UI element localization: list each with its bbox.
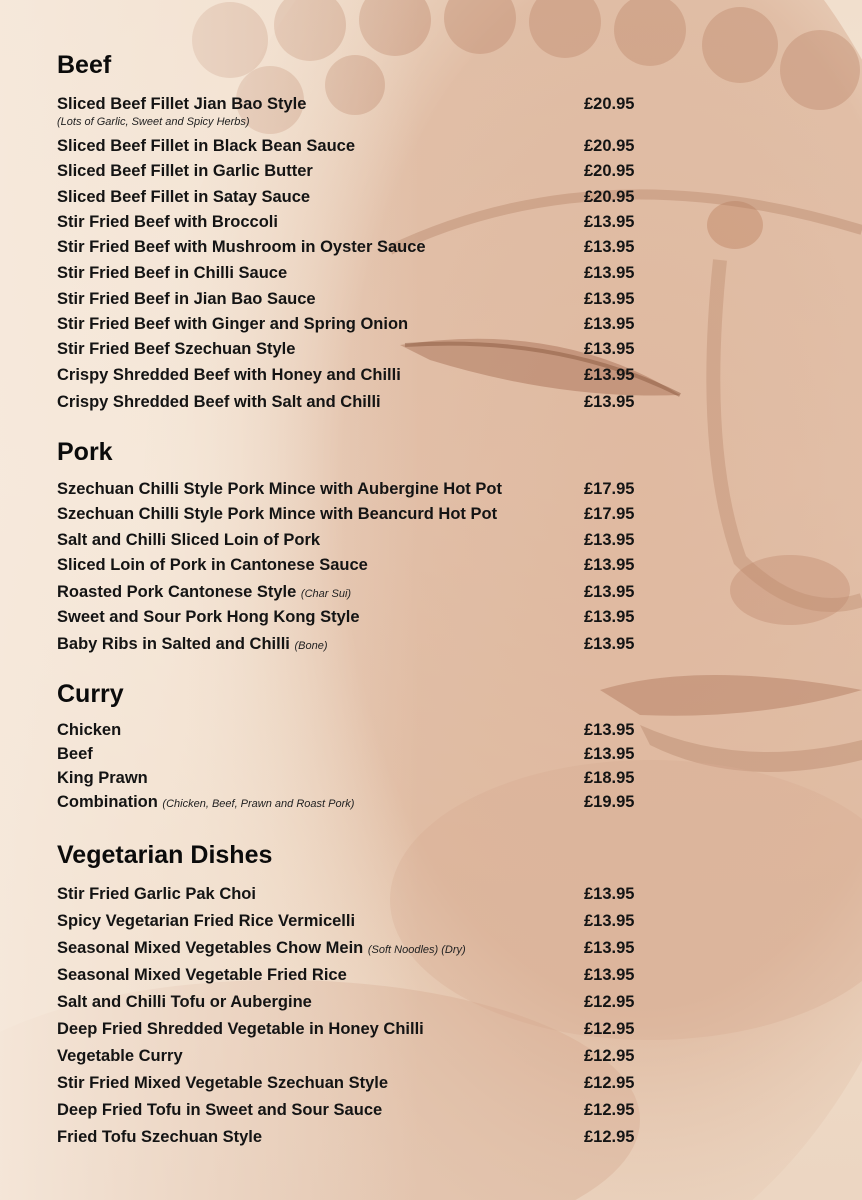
- item-name: Szechuan Chilli Style Pork Mince with Aubergine Hot Pot: [57, 480, 502, 498]
- item-price: £20.95: [584, 188, 635, 206]
- item-price: £13.95: [584, 912, 635, 930]
- item-price: £12.95: [584, 1128, 635, 1146]
- menu-item: [57, 478, 647, 500]
- menu-item: [57, 581, 647, 603]
- menu-item: [57, 93, 647, 115]
- item-name: Baby Ribs in Salted and Chilli (Bone): [57, 635, 328, 653]
- menu-item: [57, 288, 647, 310]
- menu-item: [57, 554, 647, 576]
- item-name: Beef: [57, 745, 93, 763]
- menu-item: [57, 1018, 647, 1040]
- item-name: Crispy Shredded Beef with Salt and Chilli: [57, 393, 381, 411]
- item-price: £12.95: [584, 1074, 635, 1092]
- item-price: £12.95: [584, 1101, 635, 1119]
- item-name: Seasonal Mixed Vegetables Chow Mein (Soft Noodles) (Dry): [57, 939, 466, 957]
- item-name: Vegetable Curry: [57, 1047, 183, 1065]
- item-name: Sliced Beef Fillet in Garlic Butter: [57, 162, 313, 180]
- menu-item: [57, 1099, 647, 1121]
- item-name: Deep Fried Shredded Vegetable in Honey Chilli: [57, 1020, 424, 1038]
- item-price: £13.95: [584, 635, 635, 653]
- item-price: £12.95: [584, 1020, 635, 1038]
- menu-item: [57, 391, 647, 413]
- item-price: £13.95: [584, 939, 635, 957]
- menu-item: [57, 743, 647, 765]
- item-name: Stir Fried Beef with Broccoli: [57, 213, 278, 231]
- menu-item: [57, 991, 647, 1013]
- menu-item: [57, 160, 647, 182]
- menu-item: [57, 135, 647, 157]
- item-price: £13.95: [584, 556, 635, 574]
- item-name: Fried Tofu Szechuan Style: [57, 1128, 263, 1146]
- item-price: £17.95: [584, 480, 635, 498]
- menu-item: [57, 529, 647, 551]
- item-price: £13.95: [584, 393, 635, 411]
- menu-item: [57, 1045, 647, 1067]
- item-price: £19.95: [584, 793, 635, 811]
- item-name: Salt and Chilli Tofu or Aubergine: [57, 993, 312, 1011]
- menu-item: [57, 910, 647, 932]
- item-name: Deep Fried Tofu in Sweet and Sour Sauce: [57, 1101, 383, 1119]
- menu-item: [57, 262, 647, 284]
- item-name: Roasted Pork Cantonese Style (Char Sui): [57, 583, 352, 601]
- item-name: Stir Fried Mixed Vegetable Szechuan Style: [57, 1074, 389, 1092]
- item-description: (Lots of Garlic, Sweet and Spicy Herbs): [57, 116, 250, 128]
- section-title-beef: Beef: [57, 51, 112, 79]
- menu-item: [57, 211, 647, 233]
- item-name: Sliced Beef Fillet in Satay Sauce: [57, 188, 311, 206]
- section-title-vegetarian: Vegetarian Dishes: [57, 841, 273, 869]
- menu-item: [57, 313, 647, 335]
- item-price: £13.95: [584, 966, 635, 984]
- item-price: £20.95: [584, 162, 635, 180]
- item-name: Szechuan Chilli Style Pork Mince with Beancurd Hot Pot: [57, 505, 498, 523]
- item-name: Sliced Beef Fillet in Black Bean Sauce: [57, 137, 356, 155]
- menu-item: [57, 767, 647, 789]
- section-title-curry: Curry: [57, 680, 124, 708]
- item-price: £18.95: [584, 769, 635, 787]
- menu-item: [57, 338, 647, 360]
- item-price: £13.95: [584, 885, 635, 903]
- item-name: Stir Fried Beef in Chilli Sauce: [57, 264, 288, 282]
- item-name: Sliced Loin of Pork in Cantonese Sauce: [57, 556, 368, 574]
- item-name: Crispy Shredded Beef with Honey and Chilli: [57, 366, 401, 384]
- item-name: Salt and Chilli Sliced Loin of Pork: [57, 531, 321, 549]
- item-price: £20.95: [584, 95, 635, 113]
- item-price: £13.95: [584, 315, 635, 333]
- item-price: £17.95: [584, 505, 635, 523]
- menu-item: [57, 937, 647, 959]
- menu-item: [57, 1126, 647, 1148]
- item-price: £13.95: [584, 608, 635, 626]
- item-name: King Prawn: [57, 769, 148, 787]
- menu-item: [57, 364, 647, 386]
- item-price: £13.95: [584, 583, 635, 601]
- item-price: £13.95: [584, 366, 635, 384]
- menu-item: [57, 633, 647, 655]
- item-price: £13.95: [584, 721, 635, 739]
- menu-item: [57, 606, 647, 628]
- menu-item: [57, 236, 647, 258]
- menu-item: [57, 883, 647, 905]
- menu-item: [57, 186, 647, 208]
- menu-item: [57, 503, 647, 525]
- item-name: Stir Fried Beef with Mushroom in Oyster Sauce: [57, 238, 426, 256]
- menu-item: [57, 719, 647, 741]
- item-price: £13.95: [584, 745, 635, 763]
- menu-item: [57, 964, 647, 986]
- item-name: Spicy Vegetarian Fried Rice Vermicelli: [57, 912, 356, 930]
- item-price: £13.95: [584, 264, 635, 282]
- item-name: Stir Fried Garlic Pak Choi: [57, 885, 256, 903]
- item-price: £13.95: [584, 531, 635, 549]
- item-price: £13.95: [584, 290, 635, 308]
- item-name: Combination (Chicken, Beef, Prawn and Roast Pork): [57, 793, 355, 811]
- item-price: £20.95: [584, 137, 635, 155]
- item-price: £13.95: [584, 340, 635, 358]
- item-name: Chicken: [57, 721, 122, 739]
- menu-item: [57, 1072, 647, 1094]
- item-name: Sweet and Sour Pork Hong Kong Style: [57, 608, 360, 626]
- item-name: Stir Fried Beef with Ginger and Spring Onion: [57, 315, 409, 333]
- item-price: £13.95: [584, 238, 635, 256]
- item-name: Stir Fried Beef Szechuan Style: [57, 340, 296, 358]
- item-price: £12.95: [584, 1047, 635, 1065]
- item-price: £13.95: [584, 213, 635, 231]
- menu-item: [57, 791, 647, 813]
- item-name: Seasonal Mixed Vegetable Fried Rice: [57, 966, 347, 984]
- section-title-pork: Pork: [57, 438, 113, 466]
- item-name: Sliced Beef Fillet Jian Bao Style: [57, 95, 307, 113]
- item-price: £12.95: [584, 993, 635, 1011]
- item-name: Stir Fried Beef in Jian Bao Sauce: [57, 290, 316, 308]
